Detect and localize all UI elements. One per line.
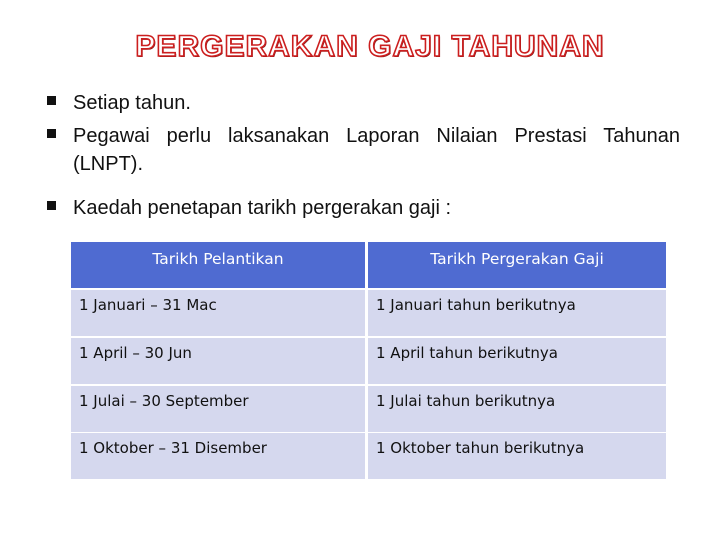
table-cell: 1 April tahun berikutnya <box>368 338 666 384</box>
table-cell: 1 April – 30 Jun <box>71 338 365 384</box>
table-cell: 1 Oktober – 31 Disember <box>71 433 365 479</box>
bullet-text: Setiap tahun. <box>73 92 191 114</box>
table-cell: 1 Julai – 30 September <box>71 386 365 432</box>
bullet-item <box>73 89 693 117</box>
bullet-text: Kaedah penetapan tarikh pergerakan gaji : <box>73 197 452 219</box>
column-header-salary-movement-date: Tarikh Pergerakan Gaji <box>368 242 666 288</box>
column-header-appointment-date: Tarikh Pelantikan <box>71 242 365 288</box>
page-title: PERGERAKAN GAJI TAHUNAN <box>135 30 605 63</box>
table-cell: 1 Julai tahun berikutnya <box>368 386 666 432</box>
table-cell: 1 Januari – 31 Mac <box>71 290 365 336</box>
square-bullet-icon <box>47 96 56 105</box>
square-bullet-icon <box>47 129 56 138</box>
bullet-item <box>73 194 693 222</box>
bullet-text: Pegawai perlu laksanakan Laporan Nilaian Prestasi Tahunan (LNPT). <box>73 125 680 175</box>
table-cell: 1 Oktober tahun berikutnya <box>368 433 666 479</box>
square-bullet-icon <box>47 201 56 210</box>
bullet-item <box>73 122 680 178</box>
table-cell: 1 Januari tahun berikutnya <box>368 290 666 336</box>
